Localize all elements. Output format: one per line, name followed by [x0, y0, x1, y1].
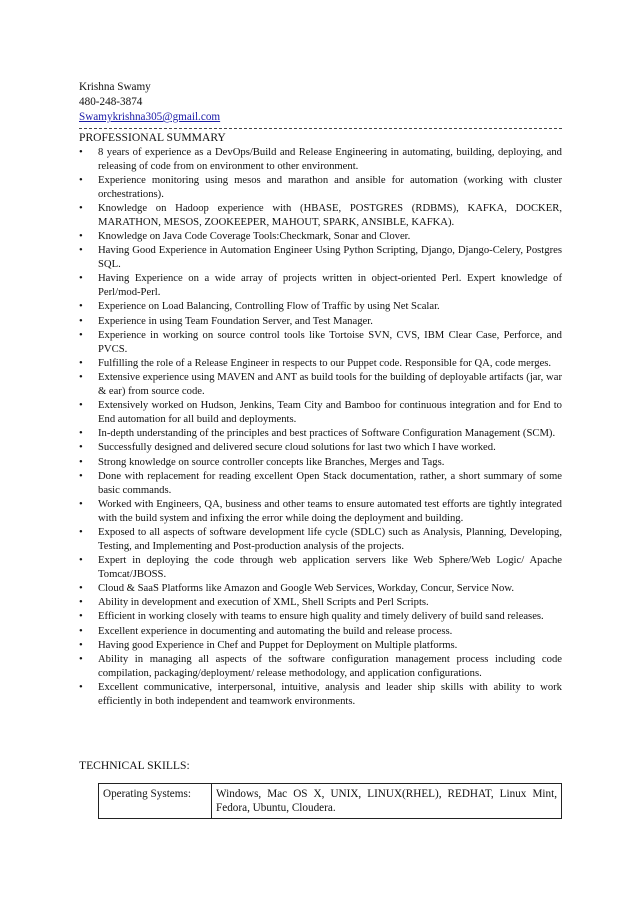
bullet-icon: • [79, 175, 83, 186]
bullet-icon: • [79, 442, 83, 454]
candidate-name: Krishna Swamy [79, 81, 151, 93]
summary-item-text: Experience on Load Balancing, Controlling Flow of Traffic by using Net Scalar. [98, 301, 440, 313]
summary-item [79, 625, 562, 639]
bullet-icon: • [79, 231, 83, 242]
summary-list [79, 146, 562, 709]
summary-item-text: Having Good Experience in Automation Engineer Using Python Scripting, Django, Django-Celery, Postgres SQL. [98, 245, 562, 270]
summary-item [79, 329, 562, 357]
summary-item [79, 244, 562, 272]
bullet-icon: • [79, 625, 83, 637]
divider-line [79, 128, 562, 129]
bullet-icon: • [79, 611, 83, 623]
summary-item-text: Extensively worked on Hudson, Jenkins, Team City and Bamboo for continuous integration and for End to End automation for all build and deployments. [98, 400, 562, 425]
bullet-icon: • [79, 357, 83, 369]
summary-item [79, 596, 562, 610]
summary-item-text: Exposed to all aspects of software development life cycle (SDLC) such as Analysis, Planning, Developing, Testing, and Implementing and Post-production analysis of the projects. [98, 526, 562, 552]
summary-item-text: Efficient in working closely with teams to ensure high quality and timely delivery of build sand releases. [98, 611, 544, 623]
summary-item [79, 300, 562, 314]
bullet-icon: • [79, 582, 83, 594]
summary-item-text: 8 years of experience as a DevOps/Build and Release Engineering in automating, building, deploying, and releasing of code from on environment to other environment. [98, 147, 562, 172]
phone-number: 480-248-3874 [79, 96, 143, 108]
bullet-icon: • [79, 147, 83, 158]
summary-item [79, 498, 562, 526]
bullet-icon: • [79, 315, 83, 327]
skills-row [99, 784, 562, 819]
summary-item [79, 399, 562, 427]
summary-item-text: Having Experience on a wide array of projects written in object-oriented Perl. Expert knowledge of Perl/mod-Perl. [98, 273, 562, 298]
summary-item [79, 427, 562, 441]
skills-values: Windows, Mac OS X, UNIX, LINUX(RHEL), REDHAT, Linux Mint, Fedora, Ubuntu, Cloudera. [212, 784, 562, 819]
summary-item-text: Experience monitoring using mesos and marathon and ansible for automation (working with cluster orchestrations). [98, 175, 562, 200]
skills-category: Operating Systems: [99, 784, 212, 819]
bullet-icon: • [79, 526, 83, 538]
summary-item-text: Experience in using Team Foundation Server, and Test Manager. [98, 315, 373, 327]
professional-summary-heading: PROFESSIONAL SUMMARY [79, 131, 226, 144]
email-link[interactable]: Swamykrishna305@gmail.com [79, 111, 221, 123]
bullet-icon: • [79, 470, 83, 482]
summary-item-text: Done with replacement for reading excellent Open Stack documentation, rather, a short summary of some basic commands. [98, 470, 562, 496]
summary-item [79, 441, 562, 455]
bullet-icon: • [79, 654, 83, 665]
bullet-icon: • [79, 498, 83, 510]
bullet-icon: • [79, 597, 83, 608]
summary-item-text: Expert in deploying the code through web application servers like Web Sphere/Web Logic/ Apache Tomcat/JBOSS. [98, 554, 562, 580]
summary-item-text: Worked with Engineers, QA, business and other teams to ensure automated test efforts are tightly integrated with the build system and infixing the error while doing the deployment and building. [98, 498, 562, 524]
summary-item [79, 470, 562, 498]
summary-item [79, 610, 562, 624]
bullet-icon: • [79, 682, 83, 693]
summary-item [79, 639, 562, 653]
bullet-icon: • [79, 428, 83, 439]
summary-item [79, 315, 562, 329]
summary-item-text: Ability in development and execution of XML, Shell Scripts and Perl Scripts. [98, 597, 429, 608]
summary-item [79, 653, 562, 681]
bullet-icon: • [79, 203, 83, 214]
summary-item-text: Cloud & SaaS Platforms like Amazon and Google Web Services, Workday, Concur, Service Now. [98, 582, 515, 594]
summary-item [79, 202, 562, 230]
bullet-icon: • [79, 301, 83, 313]
summary-item-text: Excellent experience in documenting and automating the build and release process. [98, 625, 453, 637]
summary-item-text: Knowledge on Java Code Coverage Tools:Checkmark, Sonar and Clover. [98, 231, 411, 242]
summary-item [79, 371, 562, 399]
summary-item [79, 146, 562, 174]
summary-item [79, 456, 562, 470]
summary-item [79, 272, 562, 300]
bullet-icon: • [79, 273, 83, 285]
bullet-icon: • [79, 245, 83, 257]
summary-item [79, 582, 562, 596]
contact-block [79, 80, 220, 125]
summary-item [79, 357, 562, 371]
summary-item-text: Ability in managing all aspects of the software configuration management process including code compilation, packaging/deployment/ release methodology, and application configurations. [98, 654, 562, 679]
summary-item-text: Experience in working on source control tools like Tortoise SVN, CVS, IBM Clear Case, Perforce, and PVCS. [98, 329, 562, 355]
bullet-icon: • [79, 400, 83, 411]
summary-item-text: Knowledge on Hadoop experience with (HBASE, POSTGRES (RDBMS), KAFKA, DOCKER, MARATHON, MESOS, ZOOKEEPER, MAHOUT, SPARK, ANSIBLE, KAFKA). [98, 203, 562, 228]
summary-item [79, 526, 562, 554]
technical-skills-table [98, 783, 562, 819]
summary-item-text: Extensive experience using MAVEN and ANT as build tools for the building of deployable artifacts (jar, war & ear) from source code. [98, 372, 562, 397]
summary-item [79, 174, 562, 202]
summary-item [79, 681, 562, 709]
bullet-icon: • [79, 456, 83, 468]
summary-item-text: Strong knowledge on source controller concepts like Branches, Merges and Tags. [98, 456, 445, 468]
summary-item [79, 554, 562, 582]
bullet-icon: • [79, 639, 83, 651]
technical-skills-heading: TECHNICAL SKILLS: [79, 759, 190, 772]
summary-item-text: Excellent communicative, interpersonal, intuitive, analysis and leader ship skills with ability to work efficiently in both independent and teamwork environments. [98, 682, 562, 707]
bullet-icon: • [79, 372, 83, 383]
summary-item-text: Fulfilling the role of a Release Engineer in respects to our Puppet code. Responsible for QA, code merges. [98, 357, 552, 369]
bullet-icon: • [79, 329, 83, 341]
summary-item-text: Successfully designed and delivered secure cloud solutions for last two which I have worked. [98, 442, 496, 454]
bullet-icon: • [79, 554, 83, 566]
summary-item-text: In-depth understanding of the principles and best practices of Software Configuration Management (SCM). [98, 428, 556, 439]
summary-item-text: Having good Experience in Chef and Puppet for Deployment on Multiple platforms. [98, 639, 458, 651]
summary-item [79, 230, 562, 244]
